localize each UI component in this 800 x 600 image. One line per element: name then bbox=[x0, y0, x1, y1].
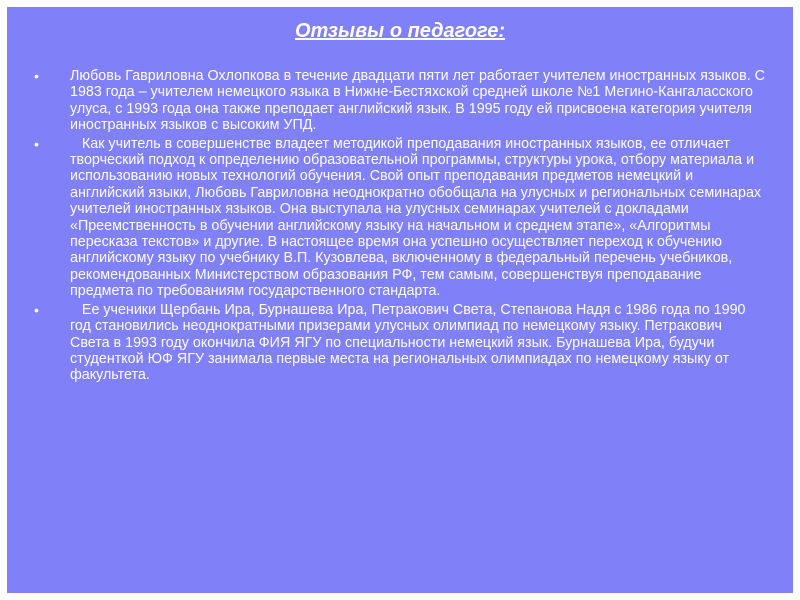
bullet-list bbox=[30, 68, 769, 386]
slide bbox=[7, 7, 793, 593]
bullet-icon: • bbox=[34, 135, 39, 152]
bullet-icon: • bbox=[34, 301, 39, 318]
slide-title: Отзывы о педагоге: bbox=[294, 20, 506, 42]
bullet-icon: • bbox=[34, 68, 39, 84]
bullet-item bbox=[30, 136, 765, 300]
bullet-text: Любовь Гавриловна Охлопкова в течение двадцати пяти лет работает учителем иностранных языков. С 1983 года – учителем немецкого языка в Нижне-Бестяхской средней школе №1 Мегино-Кангаласского улуса, с 1993 года она также преподает английский язык. В 1995 году ей присвоена категория учителя иностранных языков с высоким УПД. bbox=[70, 68, 769, 134]
bullet-item bbox=[30, 302, 765, 384]
bullet-item bbox=[30, 68, 769, 134]
bullet-text: Как учитель в совершенстве владеет методикой преподавания иностранных языков, ее отличает творческий подход к определению образовательной программы, структуры урока, отбору материала и использованию новых технологий обучения. Свой опыт преподавания предметов немецкий и английский языки, Любовь Гавриловна неоднократно обобщала на улусных и региональных семинарах учителей иностранных языков. Она выступала на улусных семинарах учителей с докладами «Преемственность в обучении английскому языку на начальном и среднем этапе», «Алгоритмы пересказа текстов» и другие. В настоящее время она успешно осуществляет переход к обучению английскому языку по учебнику В.П. Кузовлева, включенному в федеральный перечень учебников, рекомендованных Министерством образования РФ, тем самым, совершенствуя преподавание предмета по требованиям государственного стандарта. bbox=[70, 135, 766, 300]
bullet-text: Ее ученики Щербань Ира, Бурнашева Ира, Петракович Света, Степанова Надя с 1986 года по 1990 год становились неоднократными призерами улусных олимпиад по немецкому языку. Петракович Света в 1993 году окончила ФИЯ ЯГУ по специальности немецкий язык. Бурнашева Ира, будучи студенткой ЮФ ЯГУ занимала первые места на региональных олимпиадах по немецкому языку от факультета. bbox=[70, 301, 750, 384]
